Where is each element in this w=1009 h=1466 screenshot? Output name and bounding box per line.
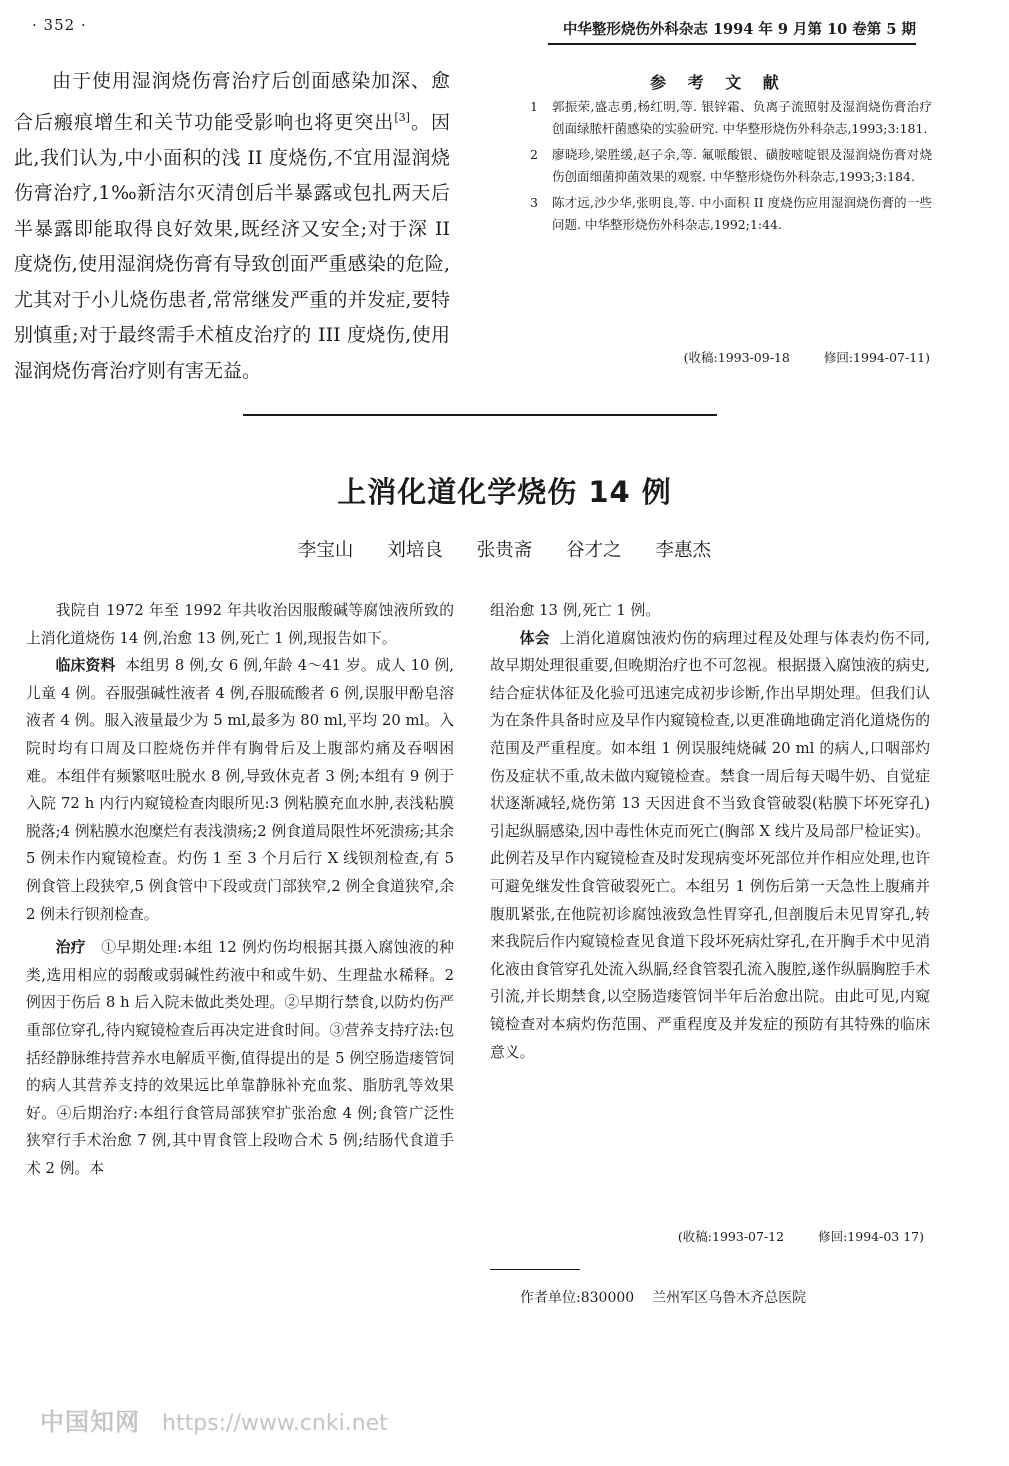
continuation-text-1: 由于使用湿润烧伤膏治疗后创面感染加深、愈合后瘢痕增生和关节功能受影响也将更突出 — [14, 70, 450, 133]
affiliation-name: 兰州军区乌鲁木齐总医院 — [652, 1290, 807, 1306]
body-column-left — [26, 597, 454, 1182]
references-title: 参 考 文 献 — [650, 73, 787, 92]
article-dates — [600, 1227, 924, 1245]
author-affiliation — [520, 1287, 806, 1307]
references-list — [520, 96, 932, 240]
references-dates — [600, 348, 930, 366]
treatment-heading: 治疗 — [55, 939, 86, 957]
received-date: (收稿:1993-07-12 — [677, 1229, 785, 1244]
author-name: 谷才之 — [566, 540, 622, 561]
reference-item — [520, 144, 932, 188]
discussion-text: 上消化道腐蚀液灼伤的病理过程及处理与体表灼伤不同,故早期处理很重要,但晚期治疗也不可忽视。根据摄入腐蚀液的病史,结合症状体征及化验可迅速完成初步诊断,作出早期处理。但我们认为在条件具备时应及早作内窥镜检查,以更准确地确定消化道烧伤的范围及严重程度。如本组 1 例误服纯烧碱 20 ml 的病人,口咽部灼伤及症状不重,故未做内窥镜检查。禁食一周后每天喝牛奶、自觉症状逐渐减轻,烧伤第 13 天因进食不当致食管破裂(粘膜下坏死穿孔)引起纵膈感染,因中毒性休克而死亡(胸部 X 线片及局部尸检证实)。此例若及早作内窥镜检查及时发现病变坏死部位并作相应处理,也许可避免继发性食管破裂死亡。本组另 1 例伤后第一天急性上腹痛并腹肌紧张,在他院初诊腐蚀液致急性胃穿孔,但剖腹后未见胃穿孔,转来我院后作内窥镜检查见食道下段坏死病灶穿孔,在开胸手术中见消化液由食管穿孔处流入纵膈,经食管裂孔流入腹腔,遂作纵膈胸腔手术引流,并长期禁食,以空肠造瘘管饲半年后治愈出院。由此可见,内窥镜检查对本病灼伤范围、严重程度及并发症的预防有其特殊的临床意义。 — [490, 629, 930, 1061]
revised-date: 修回:1994-03 17) — [818, 1229, 924, 1244]
reference-item — [520, 192, 932, 236]
article-title: 上消化道化学烧伤 14 例 — [337, 475, 672, 509]
reference-text: 廖晓珍,梁胜缓,赵子余,等. 氟哌酸银、磺胺嘧啶银及湿润烧伤膏对烧伤创面细菌抑菌效果的观察. 中华整形烧伤外科杂志,1993;3:184. — [552, 147, 932, 184]
author-name: 李惠杰 — [655, 540, 712, 561]
reference-item — [520, 96, 932, 140]
intro-paragraph: 我院自 1972 年至 1992 年共收治因服酸碱等腐蚀液所致的上消化道烧伤 14 例,治愈 13 例,死亡 1 例,现报告如下。 — [26, 602, 454, 647]
clinical-heading: 临床资料 — [55, 657, 116, 675]
continuation-paragraph — [14, 64, 450, 390]
reference-number: 1 — [530, 99, 538, 114]
reference-number: 2 — [530, 147, 538, 162]
watermark-logo-text: 中国知网 — [40, 1408, 140, 1436]
affiliation-postcode: 作者单位:830000 — [520, 1290, 635, 1306]
footnote-divider — [490, 1269, 580, 1270]
page-number: · 352 · — [32, 16, 87, 34]
author-name: 刘培良 — [387, 540, 443, 561]
continuation-text-2: 。因此,我们认为,中小面积的浅 II 度烧伤,不宜用湿润烧伤膏治疗,1‰新洁尔灭清创后半暴露或包扎两天后半暴露即能取得良好效果,既经济又安全;对于深 II 度烧伤,使用湿润烧伤膏有导致创面严重感染的危险,尤其对于小儿烧伤患者,常常继发严重的并发症,要特别慎重;对于最终需手术植皮治疗的 III 度烧伤,使用湿润烧伤膏治疗则有害无益。 — [14, 110, 450, 383]
author-name: 张贵斋 — [476, 540, 533, 561]
citation-marker: [3] — [394, 110, 410, 124]
discussion-heading: 体会 — [519, 629, 551, 647]
watermark-url: https://www.cnki.net — [162, 1411, 388, 1436]
received-date: (收稿:1993-09-18 — [683, 350, 790, 365]
clinical-paragraph — [26, 652, 454, 928]
clinical-text: 本组男 8 例,女 6 例,年龄 4～41 岁。成人 10 例,儿童 4 例。吞服强碱性液者 4 例,吞服硫酸者 6 例,误服甲酚皂溶液者 4 例。服入液量最少为 5 ml,最多为 80 ml,平均 20 ml。入院时均有口周及口腔烧伤并伴有胸骨后及上腹部灼痛及吞咽困难。本组伴有频繁呕吐脱水 8 例,导致休克者 3 例;本组有 9 例于入院 72 h 内行内窥镜检查肉眼所见:3 例粘膜充血水肿,表浅粘膜脱落;4 例粘膜水泡糜烂有表浅溃疡;2 例食道局限性坏死溃疡;其余 5 例未作内窥镜检查。灼伤 1 至 3 个月后行 X 线钡剂检查,有 5 例食管上段狭窄,5 例食管中下段或贲门部狭窄,2 例全食道狭窄,余 2 例未行钡剂检查。 — [26, 657, 454, 923]
revised-date: 修回:1994-07-11) — [823, 350, 930, 365]
reference-text: 陈才远,沙少华,张明良,等. 中小面积 II 度烧伤应用湿润烧伤膏的一些问题. 中华整形烧伤外科杂志,1992;1:44. — [552, 195, 932, 232]
treatment-text: ①早期处理:本组 12 例灼伤均根据其摄入腐蚀液的种类,选用相应的弱酸或弱碱性药液中和或牛奶、生理盐水稀释。2 例因于伤后 8 h 后入院未做此类处理。②早期行禁食,以防灼伤严重部位穿孔,待内窥镜检查后再决定进食时间。③营养支持疗法:包括经静脉维持营养水电解质平衡,值得提出的是 5 例空肠造瘘管饲的病人其营养支持的效果远比单靠静脉补充血浆、脂肪乳等效果好。④后期治疗:本组行食管局部狭窄扩张治愈 4 例;食管广泛性狭窄行手术治愈 7 例,其中胃食管上段吻合术 5 例;结肠代食道手术 2 例。本 — [26, 939, 454, 1177]
author-list — [0, 536, 1009, 562]
section-divider — [243, 414, 717, 416]
treatment-paragraph — [26, 934, 454, 1182]
discussion-paragraph — [490, 625, 930, 1067]
reference-text: 郭振荣,盛志勇,杨红明,等. 银锌霜、负离子流照射及湿润烧伤膏治疗创面绿脓杆菌感染的实验研究. 中华整形烧伤外科杂志,1993;3:181. — [552, 99, 932, 136]
body-column-right — [490, 597, 930, 1066]
reference-number: 3 — [530, 195, 538, 210]
treatment-continuation: 组治愈 13 例,死亡 1 例。 — [490, 602, 661, 619]
cnki-watermark — [40, 1402, 388, 1437]
journal-header: 中华整形烧伤外科杂志 1994 年 9 月第 10 卷第 5 期 — [548, 18, 916, 45]
author-name: 李宝山 — [297, 540, 354, 561]
